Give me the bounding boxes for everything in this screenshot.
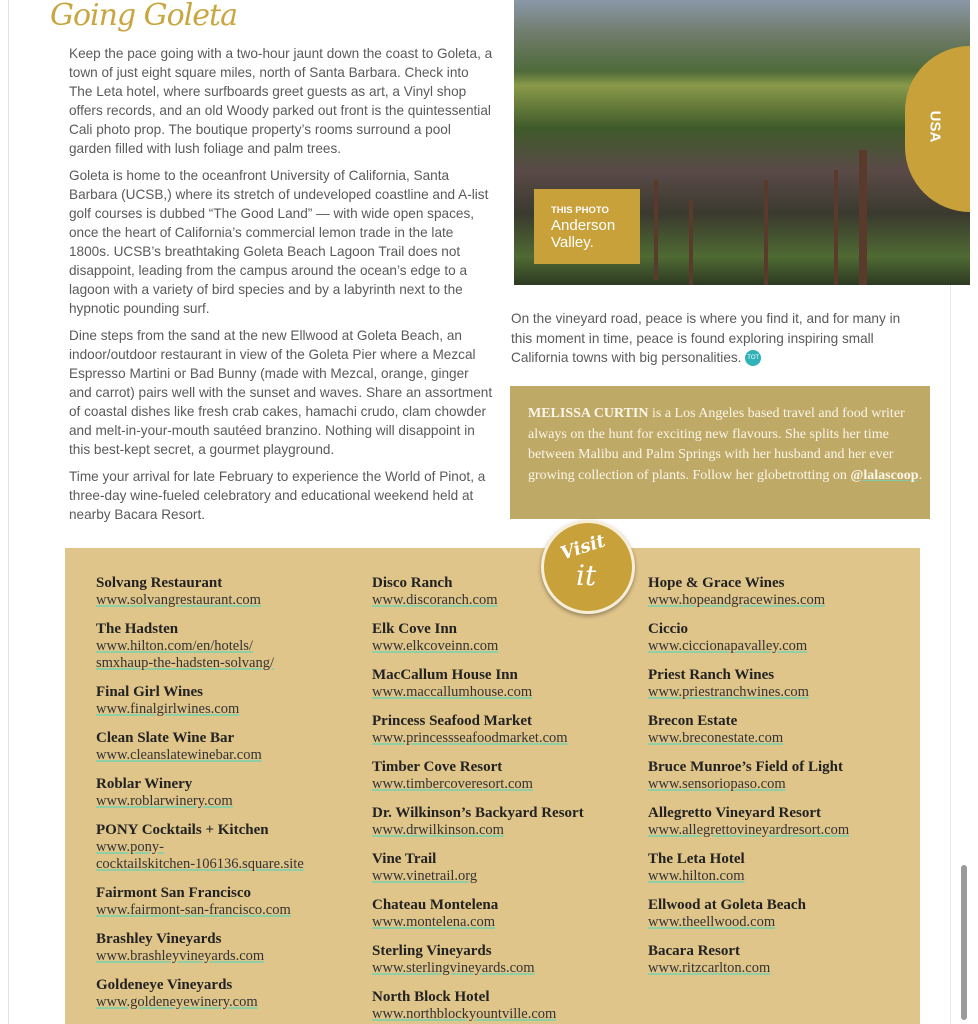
venue-url-link[interactable]: www.hilton.com (648, 868, 745, 884)
visit-entry (648, 713, 849, 747)
article-body (69, 44, 494, 532)
visit-entry (96, 575, 304, 609)
fence-post (689, 200, 693, 285)
visit-entry (648, 805, 849, 839)
venue-url-link[interactable]: www.vinetrail.org (372, 868, 478, 884)
end-mark-icon: TOT (745, 350, 761, 366)
bio-body: is a Los Angeles based travel and food writer always on the hunt for exciting new flavours. She splits her time between Malibu and Palm Springs with her husband and her ever growing collection of plants. Follow her globetrotting on (528, 406, 905, 483)
visit-column (648, 575, 849, 977)
venue-name: Hope & Grace Wines (648, 575, 785, 591)
venue-name: Final Girl Wines (96, 684, 203, 700)
venue-url-link[interactable]: www.roblarwinery.com (96, 793, 233, 809)
venue-url-link[interactable]: www.sensoriopaso.com (648, 776, 786, 792)
bio-end: . (918, 467, 923, 483)
fence-post (764, 180, 768, 285)
visit-entry (648, 897, 849, 931)
venue-url-link[interactable]: www.hopeandgracewines.com (648, 592, 826, 608)
visit-entry (372, 943, 584, 977)
scrollbar[interactable] (961, 865, 967, 1020)
venue-name: Fairmont San Francisco (96, 885, 251, 901)
venue-name: Priest Ranch Wines (648, 667, 775, 683)
venue-url-link[interactable]: www.brashleyvineyards.com (96, 948, 265, 964)
visit-entry (96, 977, 304, 1011)
visit-entry (96, 776, 304, 810)
venue-url-link[interactable]: www.maccallumhouse.com (372, 684, 533, 700)
venue-name: Princess Seafood Market (372, 713, 532, 729)
visit-entry (372, 713, 584, 747)
venue-name: Sterling Vineyards (372, 943, 492, 959)
visit-entry (372, 667, 584, 701)
venue-url-link[interactable]: www.drwilkinson.com (372, 822, 504, 838)
venue-url-link[interactable]: www.goldeneyewinery.com (96, 994, 258, 1010)
visit-column (96, 575, 304, 1011)
venue-url-link[interactable]: www.ritzcarlton.com (648, 960, 771, 976)
fence-post (859, 150, 867, 285)
visit-entry (372, 575, 584, 609)
venue-url-link[interactable]: www.pony- cocktailskitchen-106136.square.site (96, 839, 304, 872)
section-title: Going Goleta (50, 0, 237, 33)
caption-kicker: THIS PHOTO (551, 205, 609, 216)
fence-post (834, 170, 838, 285)
venue-name: Ellwood at Goleta Beach (648, 897, 806, 913)
venue-name: The Leta Hotel (648, 851, 745, 867)
venue-name: Brecon Estate (648, 713, 738, 729)
venue-url-link[interactable]: www.sterlingvineyards.com (372, 960, 535, 976)
venue-url-link[interactable]: www.hilton.com/en/hotels/ smxhaup-the-hadsten-solvang/ (96, 638, 274, 671)
venue-name: Elk Cove Inn (372, 621, 458, 637)
venue-name: PONY Cocktails + Kitchen (96, 822, 269, 838)
author-handle-link[interactable]: @lalascoop (850, 467, 919, 483)
venue-url-link[interactable]: www.timbercoveresort.com (372, 776, 533, 792)
author-name: MELISSA CURTIN (528, 406, 649, 421)
venue-name: Ciccio (648, 621, 688, 637)
venue-name: Bruce Munroe’s Field of Light (648, 759, 843, 775)
visit-entry (372, 805, 584, 839)
visit-entry (96, 621, 304, 672)
venue-url-link[interactable]: www.princessseafoodmarket.com (372, 730, 568, 746)
visit-entry (96, 885, 304, 919)
venue-url-link[interactable]: www.breconestate.com (648, 730, 784, 746)
venue-url-link[interactable]: www.northblockyountville.com (372, 1006, 557, 1022)
paragraph: Goleta is home to the oceanfront University of California, Santa Barbara (UCSB,) where its stretch of undeveloped coastline and A-list golf courses is dubbed “The Good Land” — with wide open spaces, once the heart of California’s commercial lemon trade in the late 1800s. UCSB’s breathtaking Goleta Beach Lagoon Trail does not disappoint, leading from the campus around the ocean’s edge to a lagoon with a variety of bird species and by a labyrinth next to the hypnotic pounding surf. (69, 168, 489, 316)
visit-entry (372, 989, 584, 1023)
venue-url-link[interactable]: www.priestranchwines.com (648, 684, 809, 700)
badge-top-text: Visit (557, 530, 608, 565)
visit-column (372, 575, 584, 1023)
visit-entry (372, 621, 584, 655)
paragraph: Keep the pace going with a two-hour jaunt down the coast to Goleta, a town of just eight square miles, north of Santa Barbara. Check into The Leta hotel, where surfboards greet guests as art, a Vinyl shop offers records, and an old Woody parked out front is the quintessential Cali photo prop. The boutique property’s rooms surround a pool garden filled with lush foliage and palm trees. (69, 46, 493, 156)
venue-name: Solvang Restaurant (96, 575, 223, 591)
section-tab-label: USA (926, 110, 944, 143)
venue-name: MacCallum House Inn (372, 667, 518, 683)
visit-entry (372, 897, 584, 931)
visit-entry (96, 730, 304, 764)
venue-name: Clean Slate Wine Bar (96, 730, 235, 746)
visit-entry (96, 822, 304, 873)
venue-name: Goldeneye Vineyards (96, 977, 233, 993)
badge-bottom-text: it (576, 559, 597, 592)
visit-entry (96, 931, 304, 965)
fence-post (654, 180, 658, 280)
visit-entry (648, 575, 849, 609)
visit-entry (372, 759, 584, 793)
photo-caption (534, 189, 640, 264)
venue-name: Timber Cove Resort (372, 759, 503, 775)
venue-url-link[interactable]: www.solvangrestaurant.com (96, 592, 261, 608)
visit-entry (648, 621, 849, 655)
author-bio (510, 386, 930, 519)
venue-name: Allegretto Vineyard Resort (648, 805, 822, 821)
venue-url-link[interactable]: www.ciccionapavalley.com (648, 638, 808, 654)
venue-url-link[interactable]: www.allegrettovineyardresort.com (648, 822, 850, 838)
venue-url-link[interactable]: www.elkcoveinn.com (372, 638, 499, 654)
bio-text (528, 404, 923, 486)
venue-name: Brashley Vineyards (96, 931, 222, 947)
venue-name: Disco Ranch (372, 575, 453, 591)
page-edge (8, 0, 9, 1024)
venue-url-link[interactable]: www.montelena.com (372, 914, 496, 930)
visit-entry (96, 684, 304, 718)
venue-name: North Block Hotel (372, 989, 490, 1005)
visit-entry (648, 851, 849, 885)
venue-name: Roblar Winery (96, 776, 193, 792)
visit-entry (372, 851, 584, 885)
venue-name: Dr. Wilkinson’s Backyard Resort (372, 805, 584, 821)
venue-url-link[interactable]: www.discoranch.com (372, 592, 498, 608)
venue-url-link[interactable]: www.finalgirlwines.com (96, 701, 240, 717)
visit-entry (648, 759, 849, 793)
closing-text: On the vineyard road, peace is where you find it, and for many in this moment in time, peace is found exploring inspiring small California towns with big personalities. (511, 311, 901, 365)
paragraph: Dine steps from the sand at the new Ellwood at Goleta Beach, an indoor/outdoor restaurant in view of the Goleta Pier where a Mezcal Espresso Martini or Bad Bunny (made with Mezcal, orange, ginger and carrot) pairs well with the sunset and waves. Share an assortment of coastal dishes like fresh crab cakes, hamachi crudo, clam chowder and melt-in-your-mouth sautéed branzino. Nothing will disappoint in this best-kept secret, a gourmet playground. (69, 328, 493, 457)
venue-url-link[interactable]: www.cleanslatewinebar.com (96, 747, 262, 763)
caption-text: Anderson Valley. (551, 217, 616, 251)
visit-entry (648, 667, 849, 701)
venue-name: Vine Trail (372, 851, 437, 867)
venue-name: The Hadsten (96, 621, 179, 637)
venue-url-link[interactable]: www.fairmont-san-francisco.com (96, 902, 291, 918)
closing-paragraph (511, 309, 921, 368)
venue-name: Bacara Resort (648, 943, 741, 959)
paragraph: Time your arrival for late February to experience the World of Pinot, a three-day wine-fueled celebratory and educational weekend held at nearby Bacara Resort. (69, 469, 486, 522)
venue-url-link[interactable]: www.theellwood.com (648, 914, 776, 930)
visit-entry (648, 943, 849, 977)
venue-name: Chateau Montelena (372, 897, 499, 913)
